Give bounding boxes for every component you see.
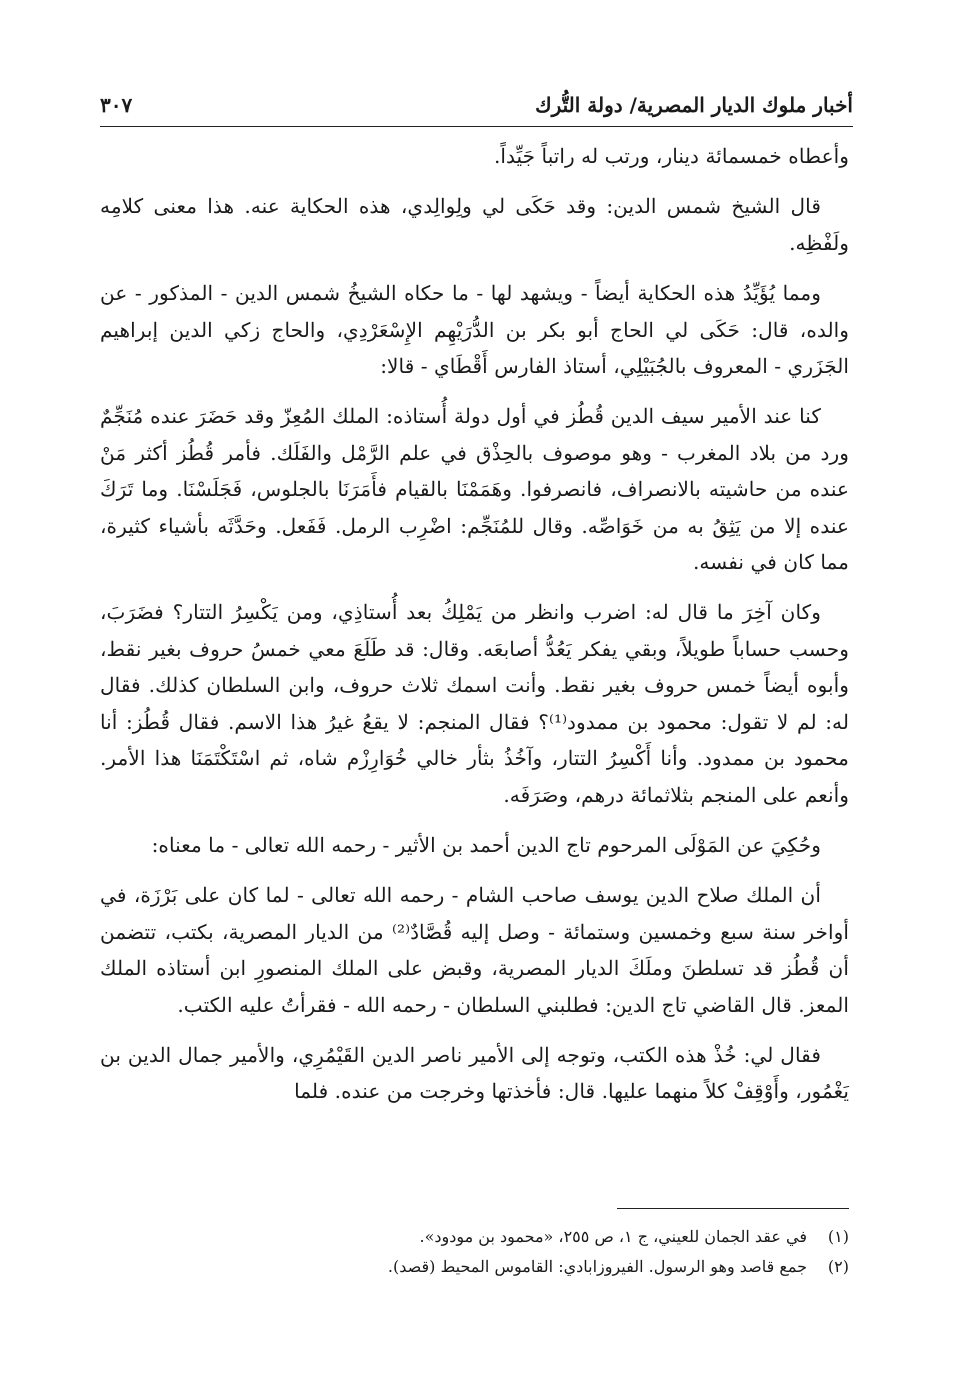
paragraph: أن الملك صلاح الدين يوسف صاحب الشام - رحمه الله تعالى - لما كان على بَرْزَة، في أواخر سنة سبع وخمسين وستمائة - وصل إليه قُصَّادٌ⁽²⁾ من الديار المصرية، بكتب، تتضمن أن قُطُز قد تسلطنَ وملَكَ الديار المصرية، وقبض على الملك المنصورِ ابن أستاذه الملك المعز. قال القاضي تاج الدين: فطلبني السلطان - رحمه الله - فقرأتُ عليه الكتب. [100,883,849,1017]
running-header [100,88,853,122]
running-title: أخبار ملوك الديار المصرية/ دولة التُّرك [535,93,853,117]
page-number: ٣٠٧ [100,93,133,117]
header-rule [100,126,853,127]
footnote-text: في عقد الجمان للعيني، ج ١، ص ٢٥٥، «محمود بن مودود». [419,1227,807,1246]
paragraph: ومما يُؤَيِّدُ هذه الحكاية أيضاً - ويشهد لها - ما حكاه الشيخُ شمس الدين - المذكور - عن والده، قال: حَكَى لي الحاج أبو بكر بن الدُّرَيْهِم الإِسْعَرْدِي، والحاج زكي الدين إبراهيم الجَزَري - المعروف بالجُبَيْلِي، أستاذ الفارس أَقْطَاي - قالا: [100,281,849,379]
paragraph: وحُكِيَ عن المَوْلَى المرحوم تاج الدين أحمد بن الأثير - رحمه الله تعالى - ما معناه: [151,832,821,857]
paragraph: وأعطاه خمسمائة دينار، ورتب له راتباً جَيِّداً. [493,144,849,168]
paragraph: وكان آخِرَ ما قال له: اضرب وانظر من يَمْلِكُ بعد أُستاذِي، ومن يَكْسِرُ التتار؟ فضَرَبَ، وحسب حساباً طويلاً، وبقي يفكر يَعُدُّ أصابعَه. وقال: قد طَلَعَ معي خمسُ حروف بغير نقط، وأبوه أيضاً خمس حروف بغير نقط. وأنت اسمك ثلاث حروف، وابن السلطان كذلك. فقال له: لم لا تقول: محمود بن ممدود⁽¹⁾؟ فقال المنجم: لا يقعُ غيرُ هذا الاسم. فقال قُطُز: أنا محمود بن ممدود. وأنا أَكْسِرُ التتار، وآخُذُ بثأر خالي خُوَارِزْم شاه، ثم اسْتَكْتَمَنَا هذا الأمر. وأنعم على المنجم بثلاثمائة درهم، وصَرَفَه. [100,600,849,807]
footnote-number: (٢) [827,1257,849,1276]
footnote-number: (١) [827,1227,849,1246]
paragraph: قال الشيخ شمس الدين: وقد حَكَى لي ولِوالِدي، هذه الحكاية عنه. هذا معنى كلامِه ولَفْظِه. [100,194,849,255]
footnote [100,1222,849,1252]
paragraph: كنا عند الأمير سيف الدين قُطُز في أول دولة أُستاذه: الملك المُعِزّ وقد حَضَرَ عنده مُنَجِّمٌ ورد من بلاد المغرب - وهو موصوف بالحِذْق في علم الرَّمْل والفَلَك. فأمر قُطُز أكثر مَنْ عنده من حاشيته بالانصراف، فانصرفوا. وهَمَمْنَا بالقيام فأَمَرَنَا بالجلوس، فَجَلَسْنَا. وما تَرَكَ عنده إلا من يَثِقُ به من خَوَاصِّه. وقال للمُنَجِّم: اضْرِب الرمل. فَفَعل. وحَدَّثَه بأشياء كثيرة، مما كان في نفسه. [100,404,849,575]
footnotes [100,1222,849,1282]
footnote-rule [617,1208,849,1209]
main-text [100,138,849,1124]
footnote-text: جمع قاصد وهو الرسول. الفيروزابادي: القاموس المحيط (قصد). [387,1257,807,1276]
paragraph: فقال لي: خُذْ هذه الكتب، وتوجه إلى الأمير ناصر الدين القَيْمُرِي، والأمير جمال الدين بن يَغْمُور، وأَوْقِفْ كلاً منهما عليها. قال: فأخذتها وخرجت من عنده. فلما [100,1042,849,1104]
footnote [100,1252,849,1282]
